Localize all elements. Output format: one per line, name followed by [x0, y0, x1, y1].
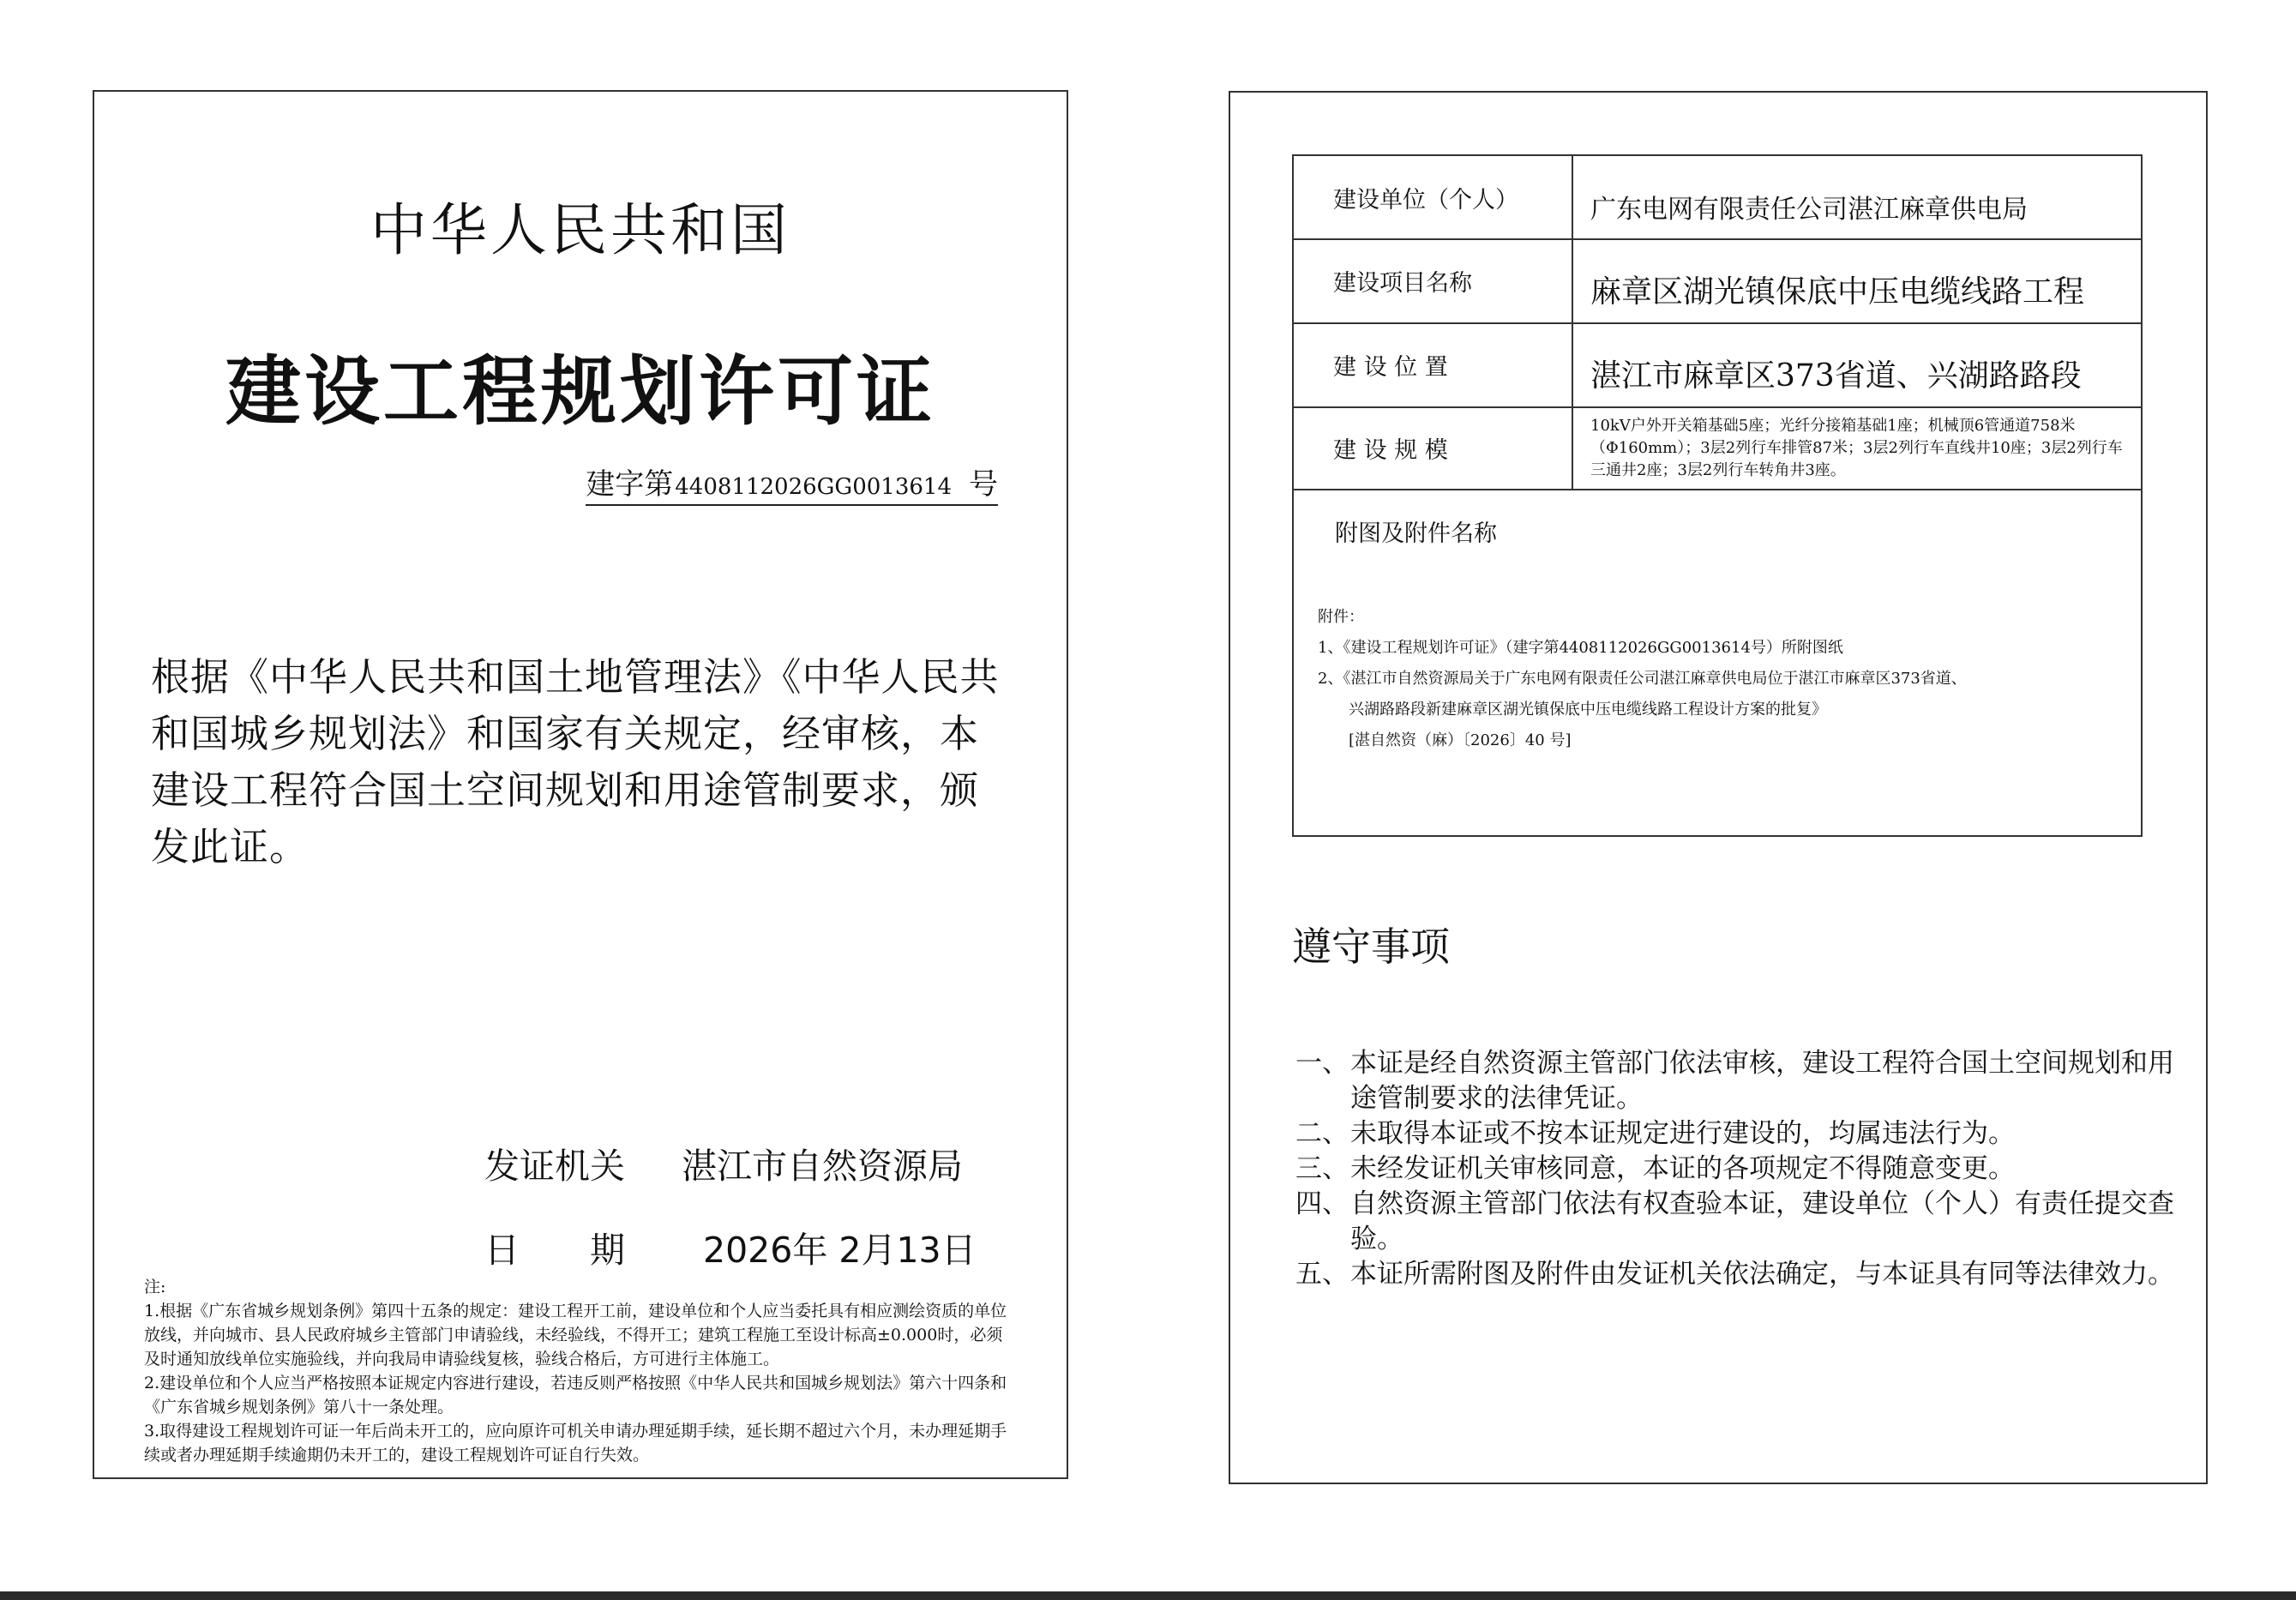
observance-item — [1295, 1257, 2187, 1292]
number-prefix: 建字第 — [586, 467, 674, 502]
scale-line: （Φ160mm）；3层2列行车排管87米；3层2列行车直线井10座；3层2列行车 — [1590, 439, 2123, 457]
table-row-location — [1294, 322, 2141, 408]
note-item: 1.根据《广东省城乡规划条例》第四十五条的规定：建设工程开工前，建设单位和个人应当委托具有相应测绘资质的单位放线，并向城市、县人民政府城乡主管部门申请验线，未经验线，不得开工；建筑工程施工至设计标高±0.000时，必须及时通知放线单位实施验线，并向我局申请验线复核，验线合格后，方可进行主体施工。 — [144, 1302, 1007, 1368]
table-label: 建 设 位 置 — [1294, 322, 1573, 406]
table-value: 麻章区湖光镇保底中压电缆线路工程 — [1590, 274, 2085, 310]
observance-text: 未取得本证或不按本证规定进行建设的，均属违法行为。 — [1350, 1118, 2015, 1149]
table-row-builder — [1294, 156, 2141, 240]
certificate-number — [586, 460, 998, 506]
table-value — [1573, 406, 2141, 489]
attachments-list — [1318, 602, 2132, 756]
table-value: 广东电网有限责任公司湛江麻章供电局 — [1590, 195, 2028, 225]
attachments-label: 附图及附件名称 — [1335, 520, 1497, 547]
notes-section — [144, 1275, 1019, 1467]
project-info-table — [1292, 154, 2143, 837]
observance-text: 本证所需附图及附件由发证机关依法确定，与本证具有同等法律效力。 — [1350, 1259, 2174, 1290]
notes-heading: 注: — [144, 1278, 166, 1296]
number-value: 4408112026GG0013614 — [675, 474, 952, 500]
table-value: 湛江市麻章区373省道、兴湖路路段 — [1590, 358, 2082, 394]
observance-number: 二、 — [1295, 1118, 1349, 1149]
table-row-scale — [1294, 406, 2141, 490]
observance-text: 未经发证机关审核同意，本证的各项规定不得随意变更。 — [1350, 1153, 2015, 1184]
observance-title: 遵守事项 — [1292, 923, 1450, 970]
observance-list — [1295, 1046, 2187, 1292]
issuer-label: 发证机关 — [484, 1146, 625, 1187]
observance-item — [1295, 1116, 2187, 1152]
scan-bottom-edge — [0, 1591, 2296, 1600]
table-label: 建 设 规 模 — [1294, 406, 1573, 489]
note-item: 2.建设单位和个人应当严格按照本证规定内容进行建设，若违反则严格按照《中华人民共和国城乡规划法》第六十四条和《广东省城乡规划条例》第八十一条处理。 — [144, 1374, 1007, 1417]
observance-number: 五、 — [1295, 1259, 1349, 1290]
observance-number: 四、 — [1295, 1188, 1349, 1219]
attachment-item: 1、《建设工程规划许可证》（建字第4408112026GG0013614号）所附图纸 — [1318, 639, 1843, 657]
country-name: 中华人民共和国 — [370, 197, 790, 263]
attachment-item: 2、《湛江市自然资源局关于广东电网有限责任公司湛江麻章供电局位于湛江市麻章区373省道、 — [1318, 670, 1967, 688]
table-label: 建设单位（个人） — [1294, 156, 1573, 238]
number-suffix: 号 — [969, 467, 998, 502]
scale-line: 10kV户外开关箱基础5座；光纤分接箱基础1座；机械顶6管通道758米 — [1590, 417, 2076, 435]
permit-right-page — [1229, 91, 2208, 1484]
date-label: 日 期 — [484, 1230, 625, 1271]
attachment-item: 兴湖路路段新建麻章区湖光镇保底中压电缆线路工程设计方案的批复》 — [1349, 701, 1827, 719]
certificate-title: 建设工程规划许可证 — [225, 347, 935, 436]
observance-number: 三、 — [1295, 1153, 1349, 1184]
issuer-value: 湛江市自然资源局 — [682, 1146, 963, 1187]
table-row-project-name — [1294, 238, 2141, 324]
issuer-line — [484, 1138, 963, 1188]
observance-item — [1295, 1187, 2187, 1257]
permit-left-page — [93, 90, 1068, 1479]
date-line — [484, 1222, 977, 1272]
attachments-heading: 附件： — [1318, 608, 1364, 626]
table-label: 建设项目名称 — [1294, 238, 1573, 322]
observance-number: 一、 — [1295, 1048, 1349, 1079]
observance-item — [1295, 1152, 2187, 1187]
attachment-item: [湛自然资（麻）〔2026〕40 号] — [1349, 731, 1572, 749]
certificate-body-text: 根据《中华人民共和国土地管理法》《中华人民共和国城乡规划法》和国家有关规定，经审核，本建设工程符合国土空间规划和用途管制要求，颁发此证。 — [151, 654, 1000, 869]
observance-text: 自然资源主管部门依法有权查验本证，建设单位（个人）有责任提交查验。 — [1350, 1188, 2174, 1254]
observance-item — [1295, 1046, 2187, 1116]
date-value: 2026年 2月13日 — [703, 1230, 977, 1271]
note-item: 3.取得建设工程规划许可证一年后尚未开工的，应向原许可机关申请办理延期手续，延长期不超过六个月，未办理延期手续或者办理延期手续逾期仍未开工的，建设工程规划许可证自行失效。 — [144, 1422, 1007, 1465]
observance-text: 本证是经自然资源主管部门依法审核，建设工程符合国土空间规划和用途管制要求的法律凭证。 — [1350, 1048, 2174, 1114]
scale-line: 三通井2座；3层2列行车转角井3座。 — [1590, 461, 1846, 479]
